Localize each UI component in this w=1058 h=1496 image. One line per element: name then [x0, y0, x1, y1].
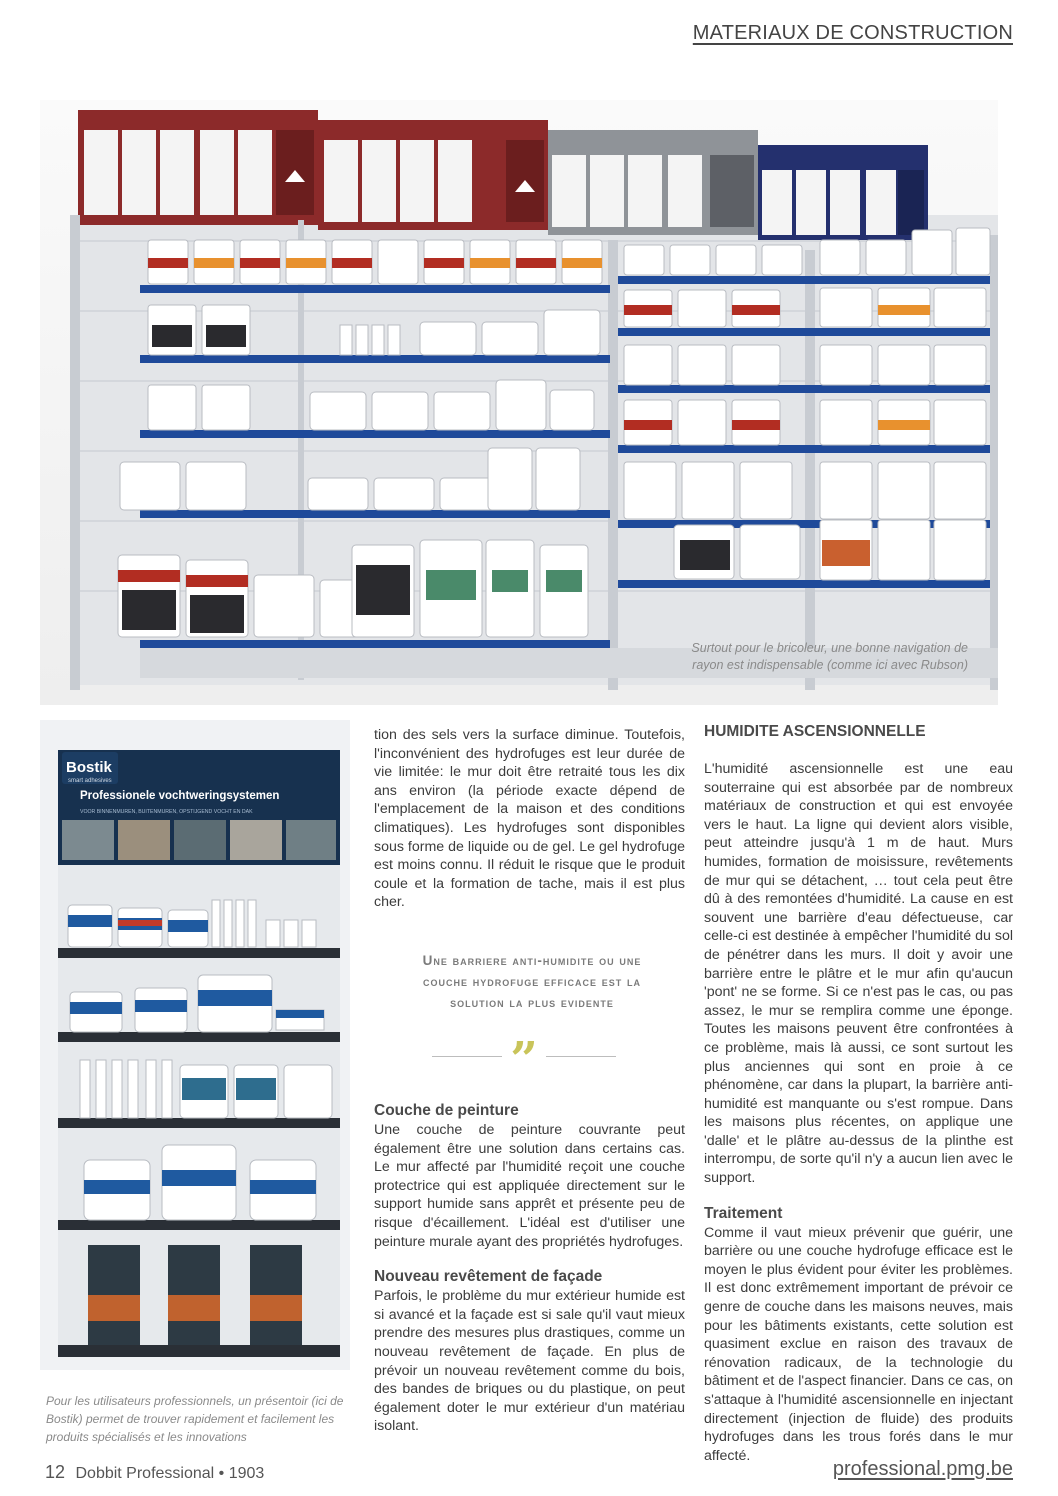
rubson-shelf-photo	[40, 100, 998, 705]
website-link[interactable]: professional.pmg.be	[832, 1458, 1013, 1480]
bostik-display-subtitle: VOOR BINNENMUREN, BUITENMUREN, OPSTIJGEND VOCHT EN DAK	[80, 809, 253, 815]
heading-nouveau-revetement: Nouveau revêtement de façade	[374, 1268, 603, 1286]
article-column-right	[704, 722, 1013, 1465]
quote-mark-icon: ”	[510, 1032, 538, 1088]
bostik-display-illustration	[40, 720, 350, 1370]
page-number: 12	[45, 1462, 66, 1482]
paragraph-couche-de-peinture: Une couche de peinture couvrante peut également être une solution dans certains cas. Le mur affecté par l'humidité reçoit une couche protectrice qui est appliquée directement sur le support humide sans apprêt et présente peu de risque d'écaillement. L'idéal est d'utiliser une peinture murale ayant des propriétés hydrofuges.	[374, 1122, 685, 1250]
pull-quote-ornament	[432, 1032, 616, 1088]
heading-couche-de-peinture: Couche de peinture	[374, 1102, 519, 1119]
quote-rule-left	[432, 1056, 502, 1057]
article-column-middle-lower	[374, 1101, 685, 1436]
bostik-logo: Bostik	[66, 759, 112, 776]
bostik-tagline: smart adhesives	[68, 778, 112, 784]
page-footer-left	[45, 1462, 264, 1483]
quote-rule-right	[546, 1056, 616, 1057]
paragraph-humidite-ascensionnelle: L'humidité ascensionnelle est une eau souterraine qui est absorbée par de nombreux matériaux de construction et qui est envoyée vers le haut. La ligne qui devient alors visible, peut atteindre jusqu'à 1 m de haut. Murs humides, formation de moisissure, revêtements de mur qui se détachent, … tout cela peut être dû à des remontées d'humidité. La cause en est souvent une barrière d'eau défectueuse, car celle-ci est destinée à empêcher l'humidité du sol de pénétrer dans les murs. Il doit y avoir une barrière entre le plâtre et le mur afin qu'aucun 'pont' ne se forme. Si ce n'est pas le cas, ou pas assez, le mur se remplira comme une éponge. Toutes les maisons peuvent être confrontées à ce problème, mais là aussi, ce sont surtout les plus anciennes qui sont en proie à ce phénomène, car dans la plupart, la barrière anti-humidité est manquante ou s'est rompue. Dans les maisons plus récentes, on applique une 'dalle' et le plâtre au-dessus de la plinthe est interrompu, de sorte qu'il n'y a aucun lien avec le support.	[704, 761, 1013, 1187]
paragraph-traitement: Comme il vaut mieux prévenir que guérir, une barrière ou une couche hydrofuge efficace est le moyen le plus évident pour éviter les problèmes. Il est donc extrêmement important de prévoir ce genre de couche dans les maisons neuves, mais pour les bâtiments existants, cette solution est quasiment exclue en raison des travaux de rénovation radicaux, de la technologie du bâtiment et de l'aspect financier. Dans ce cas, on s'attaque à l'humidité ascensionnelle en injectant directement (injection de fluide) des produits hydrofuges dans les trous forés dans le mur affecté.	[704, 1224, 1013, 1464]
publication-name: Dobbit Professional • 1903	[75, 1465, 265, 1482]
main-photo-caption: Surtout pour le bricoleur, une bonne navigation de rayon est indispensable (comme ici avec Rubson)	[691, 641, 968, 672]
article-column-middle	[374, 726, 685, 912]
bostik-display-photo	[40, 720, 350, 1370]
bostik-display-title: Professionele vochtweringsystemen	[80, 790, 280, 802]
shelf-illustration	[40, 100, 998, 705]
heading-humidite-ascensionnelle: HUMIDITE ASCENSIONNELLE	[704, 723, 926, 740]
bostik-photo-caption: Pour les utilisateurs professionnels, un présentoir (ici de Bostik) permet de trouver rapidement et facilement les produits spécialisés et les innovations	[46, 1394, 344, 1444]
section-title: MATERIAUX DE CONSTRUCTION	[692, 22, 1013, 44]
heading-traitement: Traitement	[704, 1204, 783, 1222]
paragraph-hydrofuges: tion des sels vers la surface diminue. Toutefois, l'inconvénient des hydrofuges est leur durée de vie limitée: le mur doit être retraité tous les dix ans environ (la période exacte dépend de l'emplacement de la maison et des conditions climatiques). Les hydrofuges sont disponibles sous forme de liquide ou de gel. Le gel hydrofuge est moins connu. Il réduit le risque que le produit coule et la formation de tache, mais il est plus cher.	[374, 727, 685, 911]
pull-quote: Une barriere anti-humidite ou une couche hydrofuge efficace est la solution la plus evidente	[422, 953, 642, 1010]
paragraph-nouveau-revetement: Parfois, le problème du mur extérieur humide est si avancé et la façade est si sale qu'il vaut mieux prendre des mesures plus drastiques, comme un nouveau revêtement de façade. En plus de prévoir un nouveau revêtement comme du bois, des bandes de briques ou du plastique, on peut également doter le mur extérieur d'un matériau isolant.	[374, 1288, 685, 1435]
